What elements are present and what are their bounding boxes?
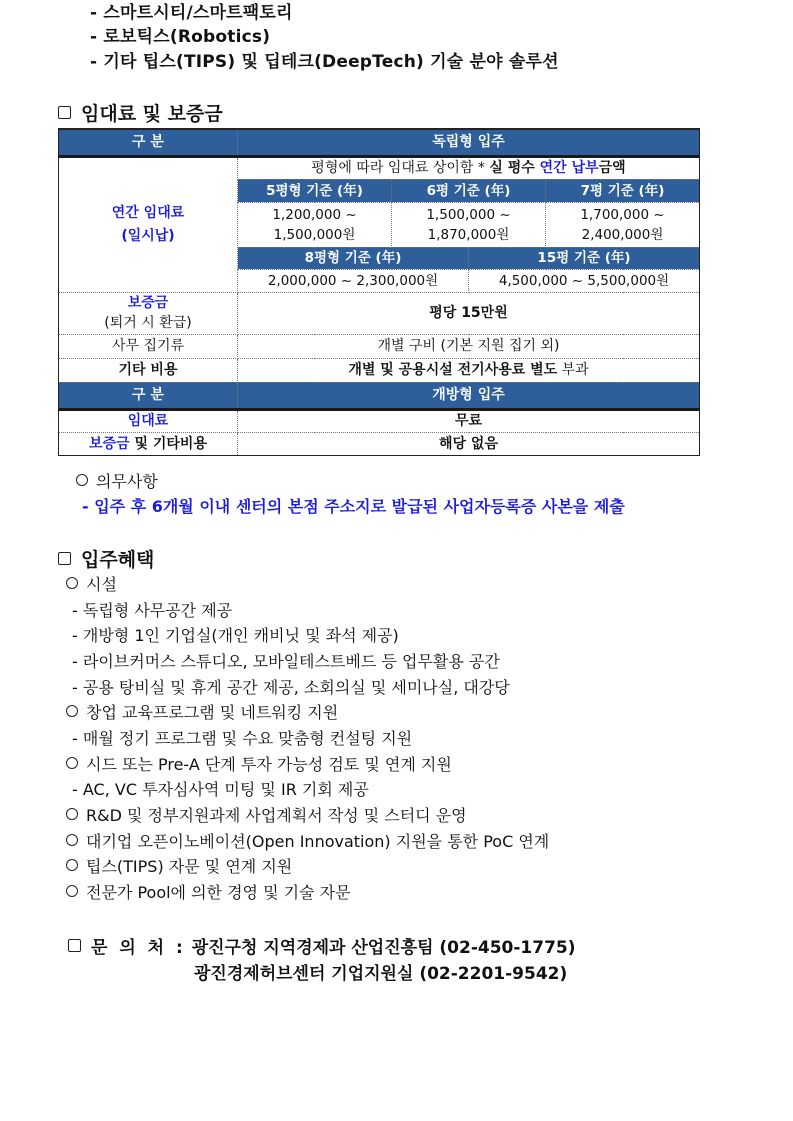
rent-section-title bbox=[58, 99, 223, 126]
annual-rent-label bbox=[59, 156, 238, 292]
open-header-type: 개방형 입주 bbox=[238, 382, 700, 409]
checkbox-square-icon bbox=[68, 939, 81, 952]
contact-line-1 bbox=[68, 933, 576, 958]
benefit-item: - 독립형 사무공간 제공 bbox=[72, 601, 233, 620]
benefit-item bbox=[66, 829, 549, 852]
size-value-7-line2: 2,400,000원 bbox=[581, 226, 664, 243]
table-row-deposit bbox=[59, 292, 700, 334]
open-deposit-label-suffix: 및 기타비용 bbox=[129, 435, 207, 452]
circle-bullet-icon bbox=[66, 577, 78, 589]
deposit-label-main: 보증금 bbox=[127, 295, 169, 311]
rent-note-prefix: 평형에 따라 임대료 상이함 * bbox=[311, 160, 490, 176]
benefit-item-text: 창업 교육프로그램 및 네트워킹 지원 bbox=[86, 703, 339, 722]
table-row-note bbox=[59, 156, 700, 179]
benefit-item: - 공용 탕비실 및 휴게 공간 제공, 소회의실 및 세미나실, 대강당 bbox=[72, 678, 510, 697]
annual-rent-label-line1: 연간 임대료 bbox=[111, 204, 185, 221]
other-cost-value bbox=[238, 358, 700, 382]
checkbox-square-icon bbox=[58, 106, 71, 119]
open-deposit-label-blue: 보증금 bbox=[89, 435, 130, 452]
other-cost-value-bold: 개별 및 공용시설 전기사용료 별도 bbox=[348, 362, 558, 378]
size-value-5-line2: 1,500,000원 bbox=[273, 226, 356, 243]
benefit-item-text: 시드 또는 Pre-A 단계 투자 가능성 검토 및 연계 지원 bbox=[86, 755, 452, 774]
size-value-6 bbox=[392, 202, 546, 247]
size-value-15: 4,500,000 ~ 5,500,000원 bbox=[469, 269, 700, 292]
table-row-furniture bbox=[59, 334, 700, 358]
size-value-7 bbox=[546, 202, 700, 247]
obligation-text: - 입주 후 6개월 이내 센터의 본점 주소지로 발급된 사업자등록증 사본을 제출 bbox=[82, 497, 625, 516]
open-rent-value: 무료 bbox=[238, 409, 700, 432]
benefit-item bbox=[66, 700, 338, 723]
benefit-item-text: 대기업 오픈이노베이션(Open Innovation) 지원을 통한 PoC 연계 bbox=[86, 832, 550, 851]
other-cost-label: 기타 비용 bbox=[59, 358, 238, 382]
size-value-6-line2: 1,870,000원 bbox=[427, 226, 510, 243]
contact-label: 문 의 처 : bbox=[91, 938, 186, 958]
top-list-item-smartcity: - 스마트시티/스마트팩토리 bbox=[90, 3, 293, 23]
top-list-item-tips-deeptech: - 기타 팁스(TIPS) 및 딥테크(DeepTech) 기술 분야 솔루션 bbox=[90, 52, 559, 72]
benefit-item bbox=[66, 752, 452, 775]
benefit-item-text: 시설 bbox=[86, 575, 117, 594]
benefit-item bbox=[66, 572, 117, 595]
rent-table bbox=[58, 128, 700, 456]
table-header-row bbox=[59, 129, 700, 156]
size-header-5: 5평형 기준 (年) bbox=[238, 179, 392, 202]
table-row-open-rent bbox=[59, 409, 700, 432]
rent-note-blue: 연간 납부 bbox=[539, 160, 599, 176]
table-open-header-row bbox=[59, 382, 700, 409]
obligation-title-text: 의무사항 bbox=[96, 472, 158, 491]
circle-bullet-icon bbox=[66, 834, 78, 846]
header-closed-type: 독립형 입주 bbox=[238, 129, 700, 156]
table-row-open-deposit bbox=[59, 432, 700, 455]
benefit-item: - 개방형 1인 기업실(개인 캐비닛 및 좌석 제공) bbox=[72, 626, 399, 645]
size-header-7: 7평 기준 (年) bbox=[546, 179, 700, 202]
benefit-item: - 라이브커머스 스튜디오, 모바일테스트베드 등 업무활용 공간 bbox=[72, 652, 500, 671]
annual-rent-label-line2: (일시납) bbox=[121, 227, 175, 244]
benefit-item bbox=[66, 854, 292, 877]
benefits-section-title-text: 입주혜택 bbox=[81, 549, 155, 571]
size-header-15: 15평 기준 (年) bbox=[469, 247, 700, 269]
obligation-title bbox=[76, 469, 158, 492]
checkbox-square-icon bbox=[58, 552, 71, 565]
size-value-7-line1: 1,700,000 ~ bbox=[580, 206, 665, 223]
circle-bullet-icon bbox=[66, 808, 78, 820]
rent-note bbox=[238, 156, 700, 179]
benefits-section-title bbox=[58, 545, 154, 572]
open-header-category: 구 분 bbox=[59, 382, 238, 409]
benefit-item bbox=[66, 803, 467, 826]
size-value-5 bbox=[238, 202, 392, 247]
open-deposit-label bbox=[59, 432, 238, 455]
benefit-item: - 매월 정기 프로그램 및 수요 맞춤형 컨설팅 지원 bbox=[72, 729, 413, 748]
size-value-5-line1: 1,200,000 ~ bbox=[272, 206, 357, 223]
other-cost-value-suffix: 부과 bbox=[557, 362, 589, 378]
size-header-8: 8평형 기준 (年) bbox=[238, 247, 469, 269]
top-list-item-robotics: - 로보틱스(Robotics) bbox=[90, 27, 271, 47]
contact-phone-hub-center: 광진경제허브센터 기업지원실 (02-2201-9542) bbox=[194, 964, 568, 984]
circle-bullet-icon bbox=[76, 474, 88, 486]
furniture-label: 사무 집기류 bbox=[59, 334, 238, 358]
rent-note-bold: 실 평수 bbox=[489, 160, 540, 176]
deposit-label bbox=[59, 292, 238, 334]
header-category: 구 분 bbox=[59, 129, 238, 156]
size-value-6-line1: 1,500,000 ~ bbox=[426, 206, 511, 223]
size-value-8: 2,000,000 ~ 2,300,000원 bbox=[238, 269, 469, 292]
rent-note-suffix: 금액 bbox=[598, 160, 626, 176]
benefit-item-text: 전문가 Pool에 의한 경영 및 기술 자문 bbox=[86, 883, 351, 902]
benefit-item-text: R&D 및 정부지원과제 사업계획서 작성 및 스터디 운영 bbox=[86, 806, 467, 825]
circle-bullet-icon bbox=[66, 885, 78, 897]
deposit-label-sub: (퇴거 시 환급) bbox=[104, 315, 192, 331]
deposit-value: 평당 15만원 bbox=[238, 292, 700, 334]
circle-bullet-icon bbox=[66, 705, 78, 717]
open-deposit-value: 해당 없음 bbox=[238, 432, 700, 455]
rent-section-title-text: 임대료 및 보증금 bbox=[81, 103, 223, 125]
circle-bullet-icon bbox=[66, 757, 78, 769]
benefit-item bbox=[66, 880, 351, 903]
benefit-item-text: 팁스(TIPS) 자문 및 연계 지원 bbox=[86, 857, 293, 876]
furniture-value: 개별 구비 (기본 지원 집기 외) bbox=[238, 334, 700, 358]
table-row-other-cost bbox=[59, 358, 700, 382]
size-header-6: 6평 기준 (年) bbox=[392, 179, 546, 202]
contact-phone-gwangjin-gu: 광진구청 지역경제과 산업진흥팀 (02-450-1775) bbox=[191, 938, 576, 958]
benefit-item: - AC, VC 투자심사역 미팅 및 IR 기회 제공 bbox=[72, 780, 369, 799]
circle-bullet-icon bbox=[66, 859, 78, 871]
open-rent-label: 임대료 bbox=[59, 409, 238, 432]
